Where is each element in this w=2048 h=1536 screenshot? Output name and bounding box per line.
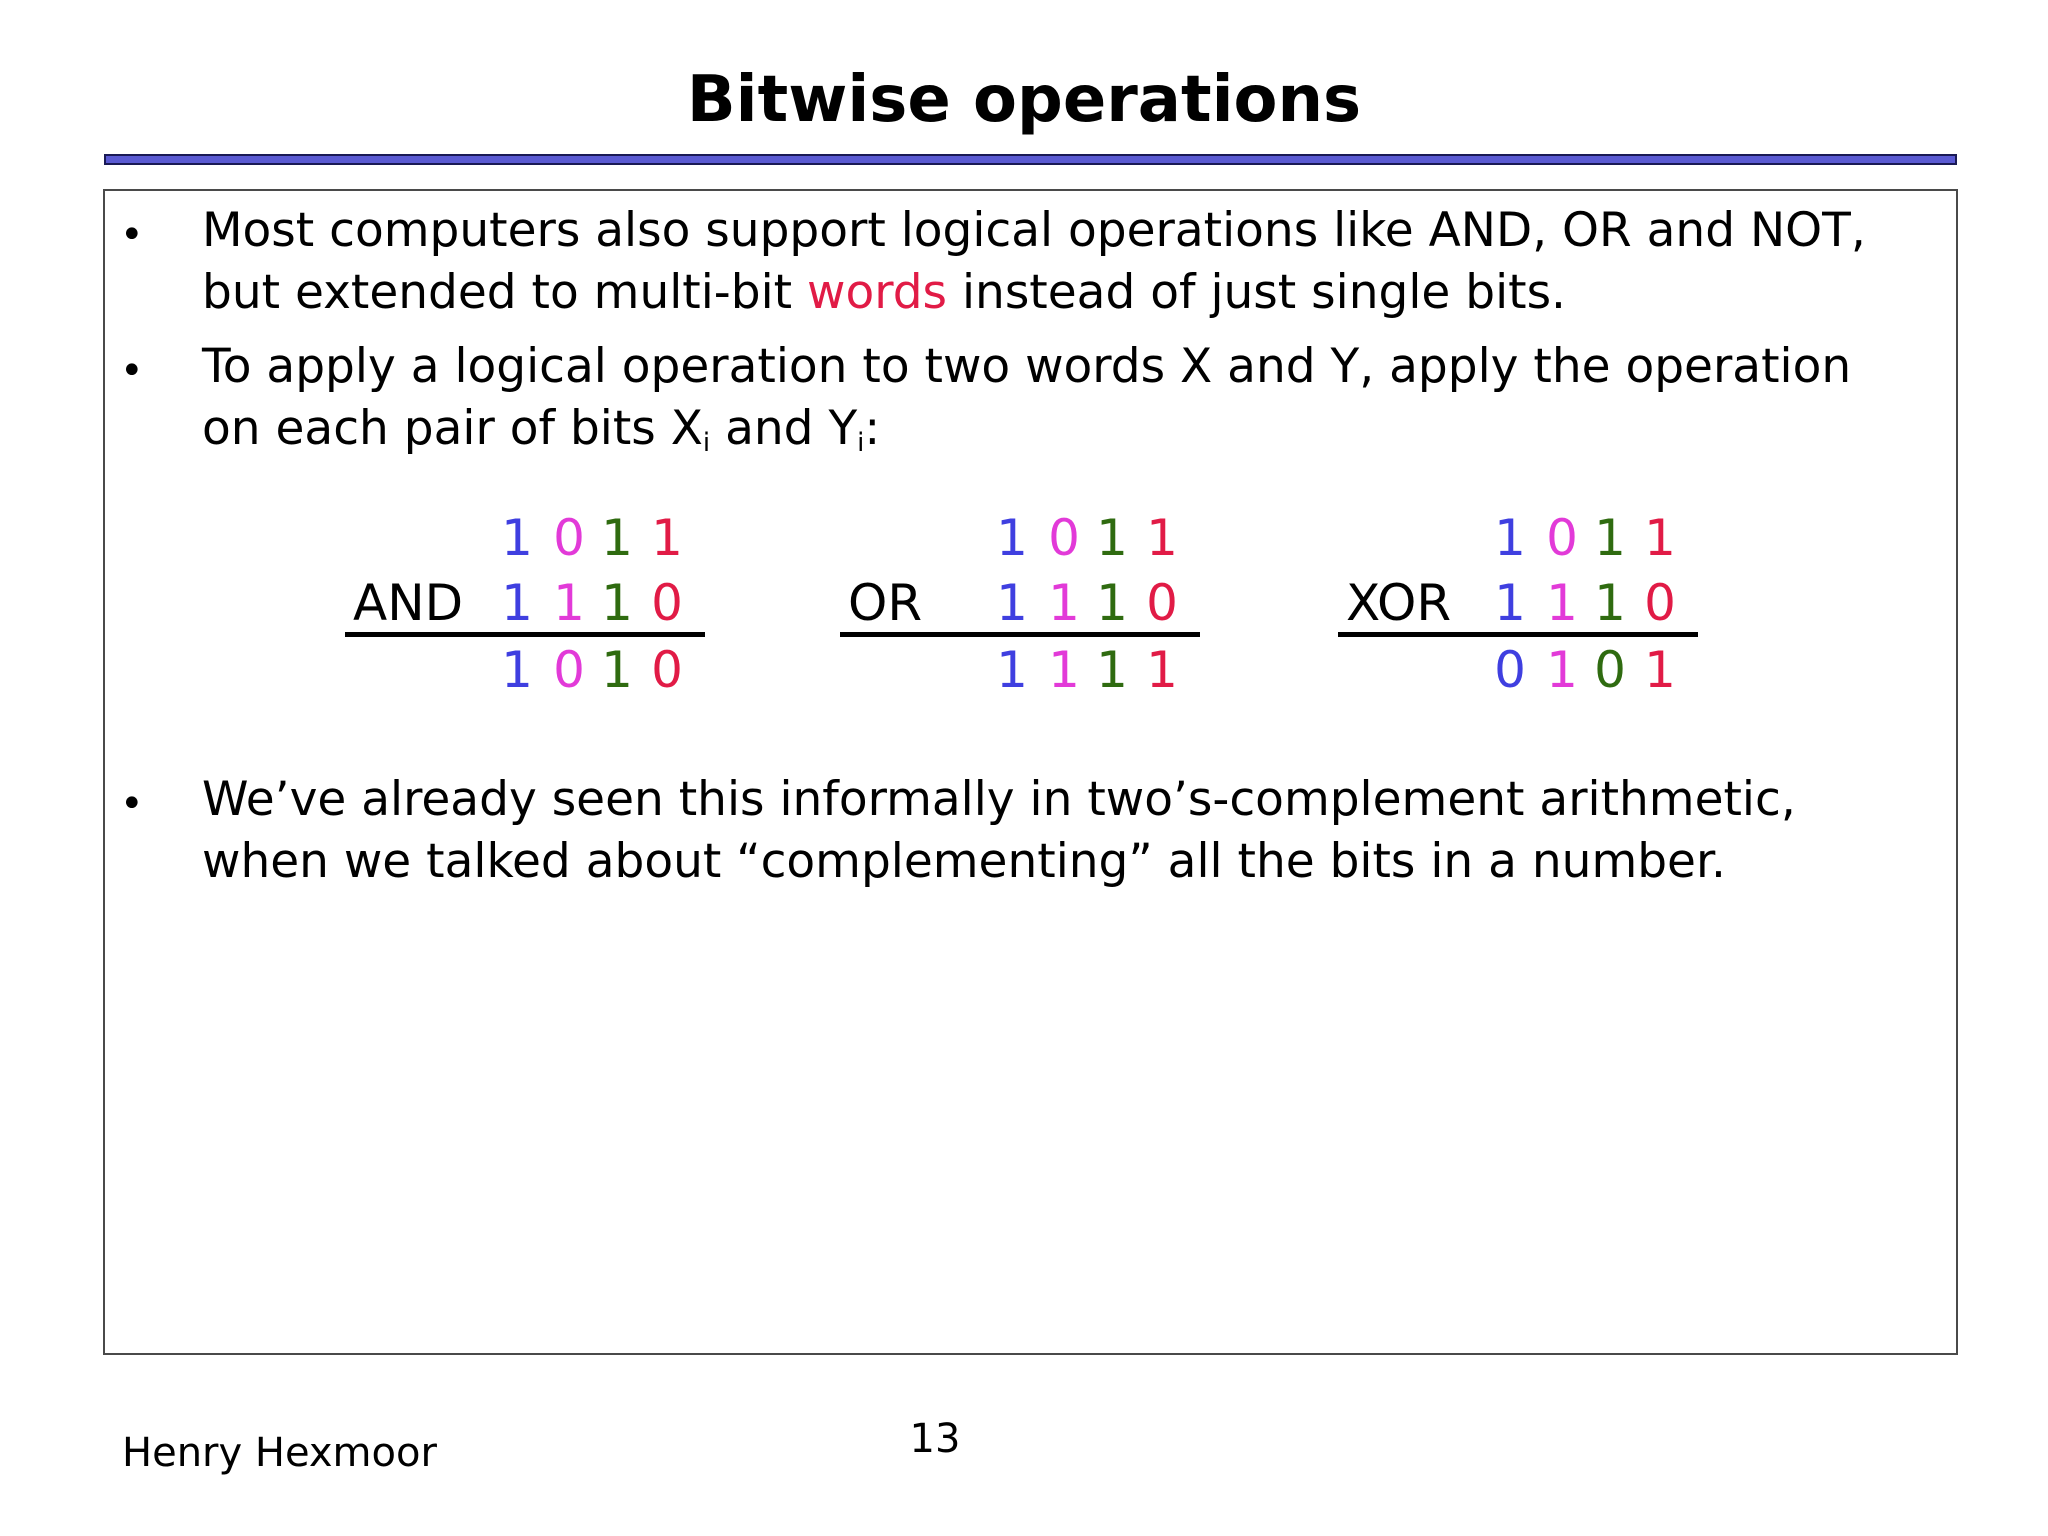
bit: 1: [1594, 509, 1626, 567]
bullet-1-line-2-start: but extended to multi-bit: [202, 265, 808, 320]
bit: 1: [1048, 641, 1080, 699]
bullet-1-line-1: Most computers also support logical operations like AND, OR and NOT,: [202, 203, 1866, 258]
bit: 0: [1494, 641, 1526, 699]
bit: 1: [1146, 509, 1178, 567]
subscript-i-x: i: [702, 428, 711, 458]
bullet-3-line-1: We’ve already seen this informally in two’s-complement arithmetic,: [202, 772, 1796, 827]
bullet-1-line-2: [202, 262, 1922, 324]
bit: 1: [1096, 574, 1128, 632]
bit: 1: [996, 574, 1028, 632]
bit: 1: [1546, 641, 1578, 699]
bit: 1: [1594, 574, 1626, 632]
operator-label: OR: [848, 574, 923, 632]
footer-author: Henry Hexmoor: [122, 1430, 437, 1476]
bullet-2-text: [202, 336, 1922, 460]
bullet-3-text: [202, 769, 1922, 893]
bit: 0: [1594, 641, 1626, 699]
bullet-3-line-2: when we talked about “complementing” all the bits in a number.: [202, 834, 1726, 889]
bullet-1-line-2-end: instead of just single bits.: [947, 265, 1566, 320]
example-or: [840, 505, 1240, 725]
bit: 1: [996, 641, 1028, 699]
bit: 0: [1644, 574, 1676, 632]
bullet-1-marker: •: [120, 212, 144, 258]
operator-label: XOR: [1346, 574, 1452, 632]
bit: 1: [1048, 574, 1080, 632]
bit: 0: [1146, 574, 1178, 632]
bit: 1: [1494, 574, 1526, 632]
example-and: [345, 505, 745, 725]
bit: 0: [553, 509, 585, 567]
bit: 1: [1096, 509, 1128, 567]
bullet-1-text: [202, 200, 1922, 324]
slide-title: Bitwise operations: [686, 63, 1362, 137]
bullet-2-line-2-c: :: [864, 401, 881, 456]
bit: 1: [996, 509, 1028, 567]
bit: 1: [1644, 509, 1676, 567]
highlight-words: words: [807, 265, 948, 320]
bullet-2-line-2: [202, 398, 1922, 460]
bit: 1: [501, 574, 533, 632]
bullet-2-marker: •: [120, 348, 144, 394]
bullet-2-line-2-b: and Y: [710, 401, 858, 456]
bit: 1: [1644, 641, 1676, 699]
page-number: 13: [909, 1416, 961, 1462]
bit: 0: [1546, 509, 1578, 567]
bit: 1: [651, 509, 683, 567]
bullet-2-line-2-a: on each pair of bits X: [202, 401, 703, 456]
bit: 0: [651, 641, 683, 699]
operator-label: AND: [353, 574, 464, 632]
bullet-3-marker: •: [120, 781, 144, 827]
bit: 1: [601, 574, 633, 632]
bit: 1: [501, 641, 533, 699]
bit: 1: [1096, 641, 1128, 699]
title-underline-bar: [104, 154, 1957, 165]
bit: 1: [501, 509, 533, 567]
subscript-i-y: i: [857, 428, 865, 458]
bit: 1: [1494, 509, 1526, 567]
bit: 1: [1146, 641, 1178, 699]
bit: 1: [1546, 574, 1578, 632]
bit: 1: [601, 509, 633, 567]
bit: 0: [553, 641, 585, 699]
bit: 1: [553, 574, 585, 632]
bit: 1: [601, 641, 633, 699]
bit: 0: [651, 574, 683, 632]
example-xor: [1338, 505, 1738, 725]
bullet-2-line-1: To apply a logical operation to two words X and Y, apply the operation: [202, 339, 1852, 394]
bit: 0: [1048, 509, 1080, 567]
